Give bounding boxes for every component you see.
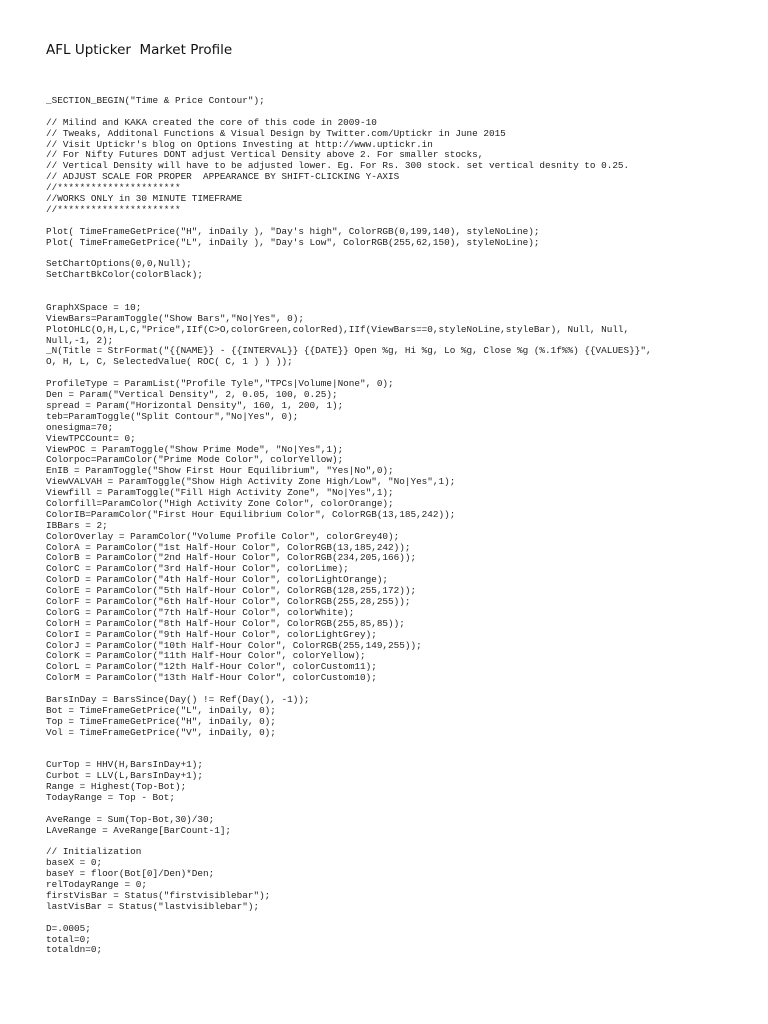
code-line: TodayRange = Top - Bot; (46, 792, 175, 803)
code-line: Plot( TimeFrameGetPrice("L", inDaily ), "Day's Low", ColorRGB(255,62,150), styleNoLine); (46, 236, 540, 248)
code-line: GraphXSpace = 10; (46, 301, 142, 313)
code-line: lastVisBar = Status("lastvisiblebar"); (46, 900, 260, 912)
code-line: Viewfill = ParamToggle("Fill High Activity Zone", "No|Yes",1); (46, 487, 394, 499)
code-line: //********************** (46, 182, 181, 194)
code-line: // Visit Uptickr's blog on Options Investing at http://www.uptickr.in (46, 138, 433, 150)
code-line: ColorA = ParamColor("1st Half-Hour Color", ColorRGB(13,185,242)); (46, 541, 411, 553)
code-line: firstVisBar = Status("firstvisiblebar"); (46, 890, 271, 902)
code-line: AveRange = Sum(Top-Bot,30)/30; (46, 813, 215, 825)
code-line: ColorE = ParamColor("5th Half-Hour Color", ColorRGB(128,255,172)); (46, 585, 417, 597)
code-line: ViewTPCCount= 0; (46, 432, 136, 444)
code-line: ViewBars=ParamToggle("Show Bars","No|Yes", 0); (46, 312, 304, 324)
code-line: CurTop = HHV(H,BarsInDay+1); (46, 759, 204, 771)
code-line (46, 837, 761, 848)
code-line: ColorI = ParamColor("9th Half-Hour Color", colorLightGrey); (46, 628, 377, 640)
code-line: PlotOHLC(O,H,L,C,"Price",IIf(C>O,colorGreen,colorRed),IIf(ViewBars==0,styleNoLine,styleBar), Null, Null, (46, 323, 630, 335)
code-line: ColorL = ParamColor("12th Half-Hour Color", colorCustom11); (46, 661, 377, 673)
code-line: // For Nifty Futures DONT adjust Vertical Density above 2. For smaller stocks, (46, 149, 484, 161)
code-line: ColorIB=ParamColor("First Hour Equilibrium Color", ColorRGB(13,185,242)); (46, 508, 456, 520)
code-line: ColorG = ParamColor("7th Half-Hour Color", colorWhite); (46, 606, 355, 618)
code-line: Null,-1, 2); (46, 334, 114, 346)
code-line: IBBars = 2; (46, 519, 108, 531)
code-line: Curbot = LLV(L,BarsInDay+1); (46, 770, 204, 782)
code-line: //WORKS ONLY in 30 MINUTE TIMEFRAME (46, 193, 243, 205)
code-line: ProfileType = ParamList("Profile Tyle","TPCs|Volume|None", 0); (46, 378, 394, 390)
code-line (46, 292, 761, 303)
code-line: relTodayRange = 0; (46, 879, 147, 891)
code-line: ColorC = ParamColor("3rd Half-Hour Color", colorLime); (46, 563, 349, 575)
code-line: ColorOverlay = ParamColor("Volume Profile Color", colorGrey40); (46, 530, 400, 542)
code-line: D=.0005; (46, 922, 91, 934)
code-line: ColorH = ParamColor("8th Half-Hour Color", ColorRGB(255,85,85)); (46, 617, 405, 629)
code-line: onesigma=70; (46, 421, 114, 433)
code-line: Top = TimeFrameGetPrice("H", inDaily, 0); (46, 715, 276, 727)
code-line: Colorpoc=ParamColor("Prime Mode Color", colorYellow); (46, 454, 344, 466)
code-line: // Milind and KAKA created the core of this code in 2009-10 (46, 116, 377, 128)
code-block (46, 96, 761, 956)
code-line: O, H, L, C, SelectedValue( ROC( C, 1 ) ) )); (46, 356, 293, 368)
code-line: Bot = TimeFrameGetPrice("L", inDaily, 0); (46, 704, 276, 716)
code-line: Colorfill=ParamColor("High Activity Zone Color", colorOrange); (46, 497, 394, 509)
code-line: ColorD = ParamColor("4th Half-Hour Color", colorLightOrange); (46, 574, 389, 586)
code-line: Range = Highest(Top-Bot); (46, 781, 187, 793)
code-line: EnIB = ParamToggle("Show First Hour Equilibrium", "Yes|No",0); (46, 465, 394, 477)
code-line: BarsInDay = BarsSince(Day() != Ref(Day(), -1)); (46, 693, 310, 705)
code-line: Vol = TimeFrameGetPrice("V", inDaily, 0); (46, 726, 276, 738)
code-line: baseX = 0; (46, 857, 103, 869)
document-title: AFL Upticker Market Profile (46, 42, 233, 58)
code-line (46, 739, 761, 750)
code-line: //********************** (46, 203, 181, 215)
code-line: _SECTION_BEGIN("Time & Price Contour"); (46, 96, 265, 106)
code-line: ColorF = ParamColor("6th Half-Hour Color", ColorRGB(255,28,255)); (46, 595, 411, 607)
code-line: // Tweaks, Additonal Functions & Visual Design by Twitter.com/Uptickr in June 2015 (46, 127, 506, 139)
code-line: ViewPOC = ParamToggle("Show Prime Mode", "No|Yes",1); (46, 443, 344, 455)
code-line: Den = Param("Vertical Density", 2, 0.05, 100, 0.25); (46, 389, 338, 401)
code-line: baseY = floor(Bot[0]/Den)*Den; (46, 868, 215, 880)
code-line: ColorB = ParamColor("2nd Half-Hour Color", ColorRGB(234,205,166)); (46, 552, 417, 564)
code-line: Plot( TimeFrameGetPrice("H", inDaily ), "Day's high", ColorRGB(0,199,140), styleNoLine); (46, 225, 540, 237)
code-line: // Initialization (46, 846, 142, 858)
code-line: // Vertical Density will have to be adjusted lower. Eg. For Rs. 300 stock. set vertical desnity to 0.25. (46, 160, 630, 172)
code-line: totaldn=0; (46, 944, 103, 956)
code-line: SetChartOptions(0,0,Null); (46, 258, 192, 270)
code-line: ColorK = ParamColor("11th Half-Hour Color", colorYellow); (46, 650, 366, 662)
code-line: SetChartBkColor(colorBlack); (46, 269, 204, 281)
code-line: teb=ParamToggle("Split Contour","No|Yes", 0); (46, 410, 299, 422)
code-line: spread = Param("Horizontal Density", 160, 1, 200, 1); (46, 399, 344, 411)
code-line (46, 281, 761, 292)
code-line: _N(Title = StrFormat("{{NAME}} - {{INTERVAL}} {{DATE}} Open %g, Hi %g, Lo %g, Close %g (%.1f%%) {{VALUES}}", (46, 345, 652, 357)
code-line: LAveRange = AveRange[BarCount-1]; (46, 824, 232, 836)
code-line: total=0; (46, 933, 91, 945)
code-line: // ADJUST SCALE FOR PROPER APPEARANCE BY SHIFT-CLICKING Y-AXIS (46, 171, 400, 183)
code-line: ColorJ = ParamColor("10th Half-Hour Color", ColorRGB(255,149,255)); (46, 639, 422, 651)
code-line (46, 913, 761, 924)
code-line: ViewVALVAH = ParamToggle("Show High Activity Zone High/Low", "No|Yes",1); (46, 476, 456, 488)
code-line: ColorM = ParamColor("13th Half-Hour Color", colorCustom10); (46, 672, 377, 684)
